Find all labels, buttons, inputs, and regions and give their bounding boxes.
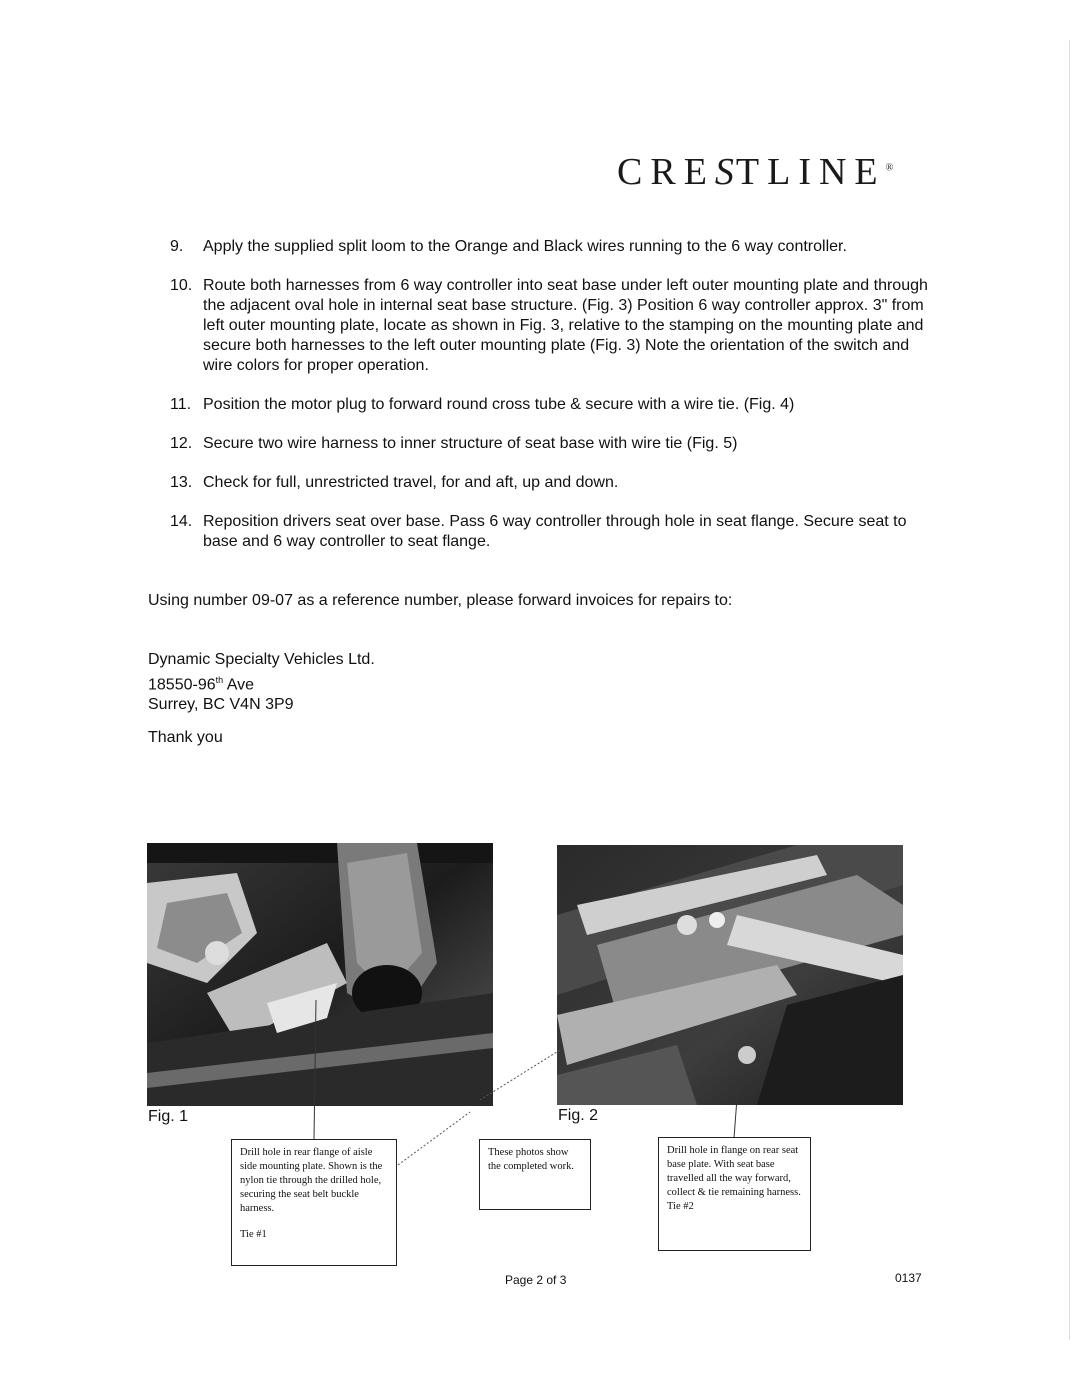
- step-11: 11. Position the motor plug to forward round cross tube & secure with a wire tie. (Fig. 4): [170, 396, 795, 413]
- step-9: 9. Apply the supplied split loom to the Orange and Black wires running to the 6 way controller.: [170, 238, 847, 255]
- closing-text: Thank you: [148, 729, 223, 746]
- page-number: Page 2 of 3: [505, 1273, 567, 1287]
- company-name: Dynamic Specialty Vehicles Ltd.: [148, 651, 375, 668]
- reference-text: Using number 09-07 as a reference number, please forward invoices for repairs to:: [148, 592, 733, 609]
- callout-note-3: Drill hole in flange on rear seat base plate. With seat base travelled all the way forward, collect & tie remaining harness. Tie #2: [658, 1137, 811, 1251]
- document-number: 0137: [895, 1271, 922, 1285]
- step-13: 13. Check for full, unrestricted travel, for and aft, up and down.: [170, 474, 619, 491]
- street-address: 18550-96th Ave: [148, 675, 254, 694]
- step-14: 14. Reposition drivers seat over base. Pass 6 way controller through hole in seat flange. Secure seat to base and 6 way controller to seat flange.: [170, 513, 907, 550]
- city-line: Surrey, BC V4N 3P9: [148, 696, 294, 714]
- step-12: 12. Secure two wire harness to inner structure of seat base with wire tie (Fig. 5): [170, 435, 738, 452]
- callout-note-2: These photos show the completed work.: [479, 1139, 591, 1210]
- fig2-label: Fig. 2: [558, 1107, 599, 1124]
- step-10: 10. Route both harnesses from 6 way controller into seat base under left outer mounting plate and through the adjacent oval hole in internal seat base structure. (Fig. 3) Position 6 way controller approx. 3" from left outer mounting plate, locate as shown in Fig. 3, relative to the stamping on the mounting plate and secure both harnesses to the left outer mounting plate (Fig. 3) Note the orientation of the switch and wire colors for proper operation.: [170, 277, 928, 374]
- callout-note-1: Drill hole in rear flange of aisle side mounting plate. Shown is the nylon tie through the drilled hole, securing the seat belt buckle harness. Tie #1: [231, 1139, 397, 1266]
- crestline-logo: CRESTLINE®: [617, 151, 894, 193]
- fig1-label: Fig. 1: [148, 1108, 189, 1125]
